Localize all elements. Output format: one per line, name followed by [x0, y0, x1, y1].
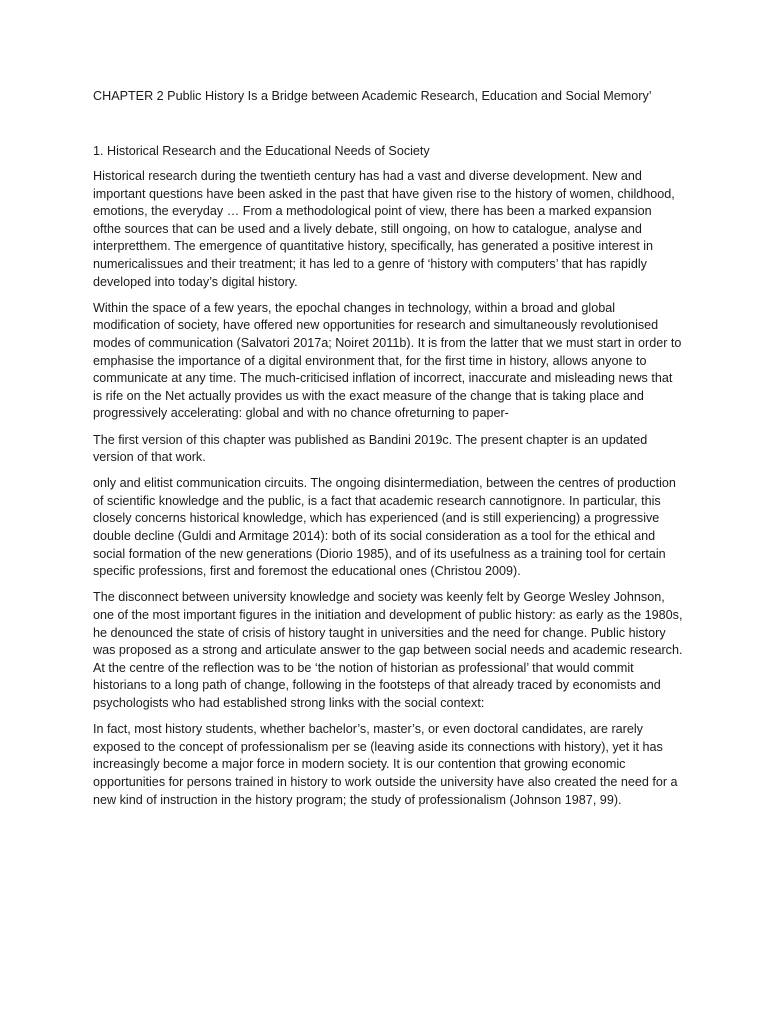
paragraph: Historical research during the twentieth century has had a vast and diverse development. New and important questions have been asked in the past that have given rise to the history of women, childhood, emotions, the everyday … From a methodological point of view, there has been a marked expansion ofthe sources that can be used and a lively debate, still ongoing, on how to catalogue, analyse and interpretthem. The emergence of quantitative history, specifically, has generated a positive interest in numericalissues and their treatment; it has led to a genre of ‘history with computers’ that has rapidly developed into today’s digital history.	[93, 169, 675, 289]
section-heading: 1. Historical Research and the Educational Needs of Society	[93, 144, 430, 158]
chapter-title: CHAPTER 2 Public History Is a Bridge between Academic Research, Education and Social Memory’	[93, 89, 652, 103]
paragraph: The first version of this chapter was published as Bandini 2019c. The present chapter is an updated version of that work.	[93, 432, 648, 465]
paragraph: The disconnect between university knowledge and society was keenly felt by George Wesley Johnson, one of the most important figures in the initiation and development of public history: as early as the 1980s, he denounced the state of crisis of history taught in universities and the need for change. Public history was proposed as a strong and articulate answer to the gap between social needs and academic research. At the centre of the reflection was to be ‘the notion of historian as professional’ that would commit historians to a long path of change, following in the footsteps of that already traced by economists and psychologists who had established strong links with the social context:	[93, 590, 683, 710]
paragraph: Within the space of a few years, the epochal changes in technology, within a broad and global modification of society, have offered new opportunities for research and simultaneously revolutionised modes of communication (Salvatori 2017a; Noiret 2011b). It is from the latter that we must start in order to emphasise the importance of a digital environment that, for the first time in history, allows anyone to communicate at any time. The much-criticised inflation of incorrect, inaccurate and misleading news that is rife on the Net actually provides us with the exact measure of the change that is taking place and progressively accelerating: global and with no chance ofreturning to paper-	[93, 300, 682, 421]
paragraph: only and elitist communication circuits. The ongoing disintermediation, between the centres of production of scientific knowledge and the public, is a fact that academic research cannotignore. In particular, this closely concerns historical knowledge, which has experienced (and is still experiencing) a progressive double decline (Guldi and Armitage 2014): both of its social consideration as a tool for the ethical and social formation of the new generations (Diorio 1985), and of its usefulness as a training tool for certain specific professions, first and foremost the educational ones (Christou 2009).	[93, 476, 676, 579]
body-text	[93, 168, 683, 818]
paragraph: In fact, most history students, whether bachelor’s, master’s, or even doctoral candidates, are rarely exposed to the concept of professionalism per se (leaving aside its connections with history), yet it has increasingly become a major force in modern society. It is our contention that growing economic opportunities for persons trained in history to work outside the university have also created the need for a new kind of instruction in the history program; the study of professionalism (Johnson 1987, 99).	[93, 722, 678, 807]
